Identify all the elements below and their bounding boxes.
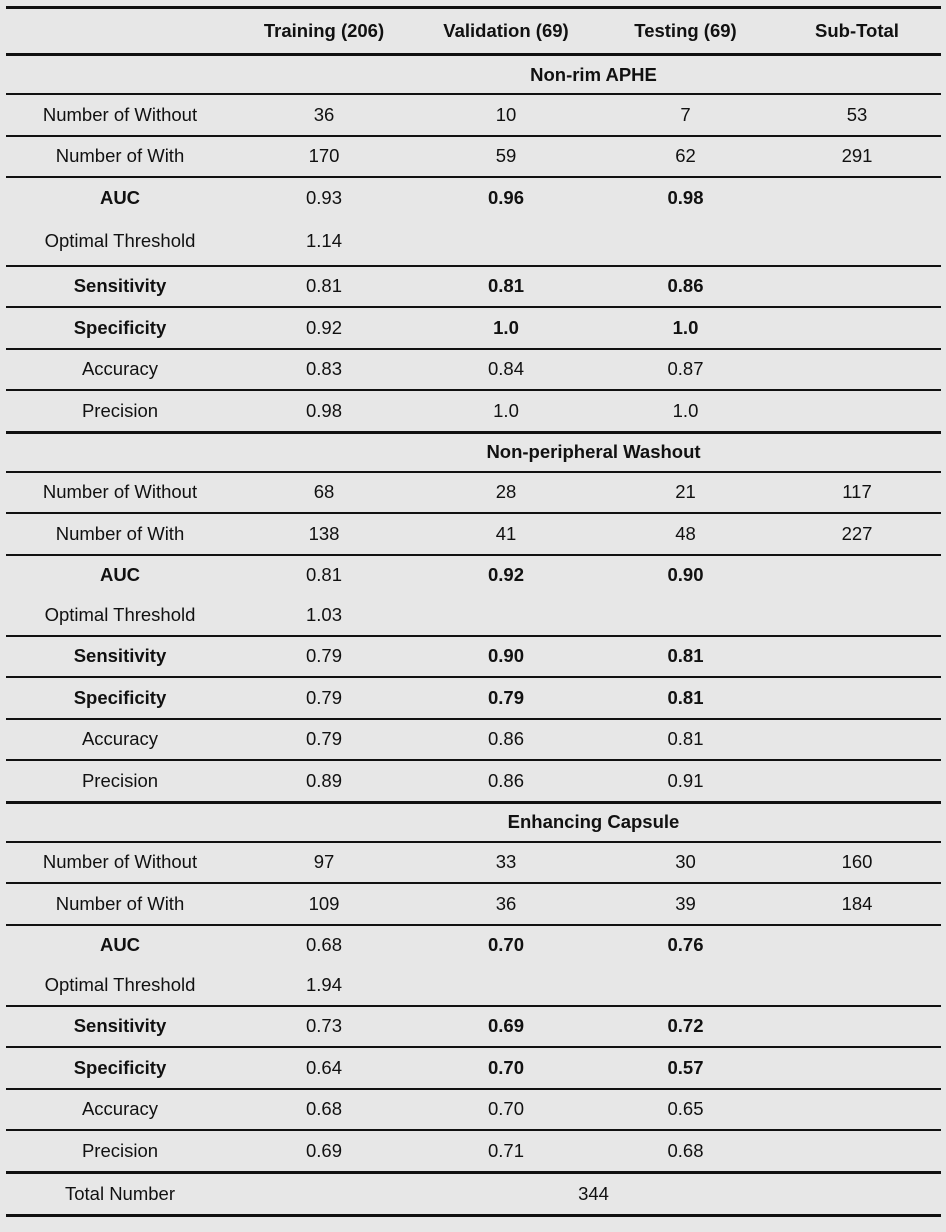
cell-validation: 36 xyxy=(414,883,598,925)
section-title: Enhancing Capsule xyxy=(414,802,773,842)
cell-testing: 7 xyxy=(598,94,773,136)
cell-training: 0.79 xyxy=(234,719,414,761)
cell-testing xyxy=(598,595,773,636)
header-testing: Testing (69) xyxy=(598,8,773,55)
row-label: AUC xyxy=(99,186,141,208)
total-value: 344 xyxy=(414,1172,773,1215)
cell-validation: 0.96 xyxy=(487,186,524,208)
table-row xyxy=(6,177,941,218)
cell-testing: 0.81 xyxy=(598,719,773,761)
table-row xyxy=(6,307,941,349)
table-row xyxy=(6,719,941,761)
section-header-row xyxy=(6,802,941,842)
row-label: Accuracy xyxy=(6,719,234,761)
cell-testing: 0.57 xyxy=(598,1047,773,1089)
row-label: Accuracy xyxy=(6,1089,234,1131)
cell-training: 138 xyxy=(234,513,414,555)
cell-testing: 1.0 xyxy=(598,307,773,349)
section-header-row xyxy=(6,432,941,472)
cell-training: 0.81 xyxy=(234,266,414,308)
cell-testing: 0.65 xyxy=(598,1089,773,1131)
cell-training: 0.92 xyxy=(234,307,414,349)
cell-validation: 0.70 xyxy=(414,1089,598,1131)
cell-subtotal xyxy=(773,719,941,761)
cell-validation: 0.70 xyxy=(487,934,524,956)
table-row xyxy=(6,555,941,596)
cell-validation: 41 xyxy=(414,513,598,555)
cell-validation: 28 xyxy=(414,472,598,514)
cell-subtotal xyxy=(773,636,941,678)
cell-subtotal xyxy=(773,1047,941,1089)
row-label: AUC xyxy=(99,564,141,586)
cell-validation: 0.81 xyxy=(414,266,598,308)
row-label: Optimal Threshold xyxy=(6,218,234,266)
row-label: Number of Without xyxy=(6,472,234,514)
cell-testing: 1.0 xyxy=(672,399,699,421)
cell-subtotal xyxy=(773,177,941,218)
cell-validation: 0.90 xyxy=(414,636,598,678)
cell-training: 0.98 xyxy=(305,399,342,421)
table-row xyxy=(6,390,941,432)
header-validation: Validation (69) xyxy=(414,8,598,55)
cell-training: 0.83 xyxy=(234,349,414,391)
total-row xyxy=(6,1172,941,1215)
row-label: Precision xyxy=(81,399,159,421)
cell-testing: 30 xyxy=(598,842,773,884)
row-label: Number of With xyxy=(6,513,234,555)
row-label: AUC xyxy=(99,934,141,956)
cell-training: 68 xyxy=(234,472,414,514)
row-label: Sensitivity xyxy=(6,1006,234,1048)
table-row xyxy=(6,266,941,308)
cell-validation: 59 xyxy=(414,136,598,178)
cell-testing: 0.91 xyxy=(667,769,704,791)
row-label: Number of Without xyxy=(6,94,234,136)
cell-training: 1.03 xyxy=(234,595,414,636)
section-header-row xyxy=(6,55,941,95)
row-label: Number of Without xyxy=(6,842,234,884)
cell-testing: 0.90 xyxy=(667,564,704,586)
cell-validation: 10 xyxy=(414,94,598,136)
cell-testing: 62 xyxy=(598,136,773,178)
cell-testing: 21 xyxy=(598,472,773,514)
cell-training: 0.64 xyxy=(234,1047,414,1089)
cell-training: 0.79 xyxy=(234,677,414,719)
cell-subtotal xyxy=(773,266,941,308)
cell-testing: 0.86 xyxy=(598,266,773,308)
row-label: Number of With xyxy=(6,883,234,925)
cell-validation: 0.92 xyxy=(487,564,524,586)
row-label: Precision xyxy=(81,769,159,791)
cell-validation: 1.0 xyxy=(414,307,598,349)
cell-validation: 0.70 xyxy=(414,1047,598,1089)
total-label: Total Number xyxy=(6,1172,234,1215)
section-title: Non-rim APHE xyxy=(414,55,773,95)
cell-testing: 0.68 xyxy=(667,1139,704,1161)
row-label: Sensitivity xyxy=(6,636,234,678)
cell-subtotal: 227 xyxy=(773,513,941,555)
cell-subtotal xyxy=(773,349,941,391)
cell-testing: 0.72 xyxy=(598,1006,773,1048)
table-row xyxy=(6,1089,941,1131)
table-row xyxy=(6,883,941,925)
results-table xyxy=(6,6,941,1217)
cell-validation: 33 xyxy=(414,842,598,884)
cell-training: 36 xyxy=(234,94,414,136)
table-body xyxy=(6,55,941,1216)
cell-subtotal xyxy=(773,1006,941,1048)
header-row xyxy=(6,8,941,55)
cell-training: 0.79 xyxy=(234,636,414,678)
table-row xyxy=(6,136,941,178)
cell-validation: 0.71 xyxy=(487,1139,524,1161)
table-row xyxy=(6,760,941,802)
cell-validation xyxy=(414,965,598,1006)
cell-testing: 0.87 xyxy=(598,349,773,391)
row-label: Precision xyxy=(81,1139,159,1161)
cell-training: 0.93 xyxy=(305,186,342,208)
table-row xyxy=(6,965,941,1006)
cell-training: 0.89 xyxy=(305,769,342,791)
table-row xyxy=(6,1130,941,1172)
cell-training: 0.68 xyxy=(234,1089,414,1131)
cell-validation: 0.86 xyxy=(487,769,524,791)
cell-testing xyxy=(598,218,773,266)
cell-validation: 1.0 xyxy=(493,399,519,421)
cell-validation: 0.84 xyxy=(414,349,598,391)
header-training: Training (206) xyxy=(234,8,414,55)
cell-validation: 0.86 xyxy=(414,719,598,761)
row-label: Specificity xyxy=(6,1047,234,1089)
row-label: Sensitivity xyxy=(6,266,234,308)
cell-testing: 0.81 xyxy=(598,677,773,719)
cell-testing: 0.76 xyxy=(667,934,704,956)
cell-subtotal xyxy=(773,965,941,1006)
section-title: Non-peripheral Washout xyxy=(414,432,773,472)
cell-validation xyxy=(414,218,598,266)
cell-subtotal xyxy=(773,218,941,266)
table-row xyxy=(6,349,941,391)
table-row xyxy=(6,677,941,719)
cell-subtotal xyxy=(773,390,941,432)
cell-training: 170 xyxy=(234,136,414,178)
cell-training: 97 xyxy=(234,842,414,884)
cell-training: 0.81 xyxy=(305,564,342,586)
cell-subtotal xyxy=(773,760,941,802)
row-label: Optimal Threshold xyxy=(6,965,234,1006)
cell-subtotal xyxy=(773,1130,941,1172)
cell-subtotal xyxy=(773,307,941,349)
table-row xyxy=(6,842,941,884)
table-row xyxy=(6,513,941,555)
cell-validation: 0.79 xyxy=(414,677,598,719)
cell-subtotal: 117 xyxy=(773,472,941,514)
cell-training: 1.14 xyxy=(234,218,414,266)
cell-validation xyxy=(414,595,598,636)
cell-subtotal xyxy=(773,1089,941,1131)
cell-training: 1.94 xyxy=(234,965,414,1006)
cell-training: 109 xyxy=(234,883,414,925)
cell-testing: 39 xyxy=(598,883,773,925)
table-row xyxy=(6,925,941,966)
header-subtotal: Sub-Total xyxy=(773,8,941,55)
cell-subtotal xyxy=(773,555,941,596)
table-row xyxy=(6,1006,941,1048)
cell-training: 0.68 xyxy=(305,934,342,956)
cell-subtotal xyxy=(773,595,941,636)
cell-subtotal: 184 xyxy=(773,883,941,925)
cell-subtotal xyxy=(773,677,941,719)
table-row xyxy=(6,636,941,678)
table-row xyxy=(6,472,941,514)
header-blank xyxy=(6,8,234,55)
table-row xyxy=(6,1047,941,1089)
cell-subtotal: 160 xyxy=(773,842,941,884)
cell-testing: 0.81 xyxy=(598,636,773,678)
row-label: Specificity xyxy=(6,307,234,349)
cell-subtotal: 291 xyxy=(773,136,941,178)
table-row xyxy=(6,218,941,266)
cell-testing: 48 xyxy=(598,513,773,555)
cell-training: 0.73 xyxy=(234,1006,414,1048)
table-row xyxy=(6,94,941,136)
row-label: Specificity xyxy=(6,677,234,719)
cell-testing xyxy=(598,965,773,1006)
cell-validation: 0.69 xyxy=(414,1006,598,1048)
cell-subtotal xyxy=(773,925,941,966)
table-row xyxy=(6,595,941,636)
cell-training: 0.69 xyxy=(305,1139,342,1161)
row-label: Accuracy xyxy=(6,349,234,391)
row-label: Optimal Threshold xyxy=(6,595,234,636)
row-label: Number of With xyxy=(6,136,234,178)
cell-subtotal: 53 xyxy=(773,94,941,136)
cell-testing: 0.98 xyxy=(667,186,704,208)
